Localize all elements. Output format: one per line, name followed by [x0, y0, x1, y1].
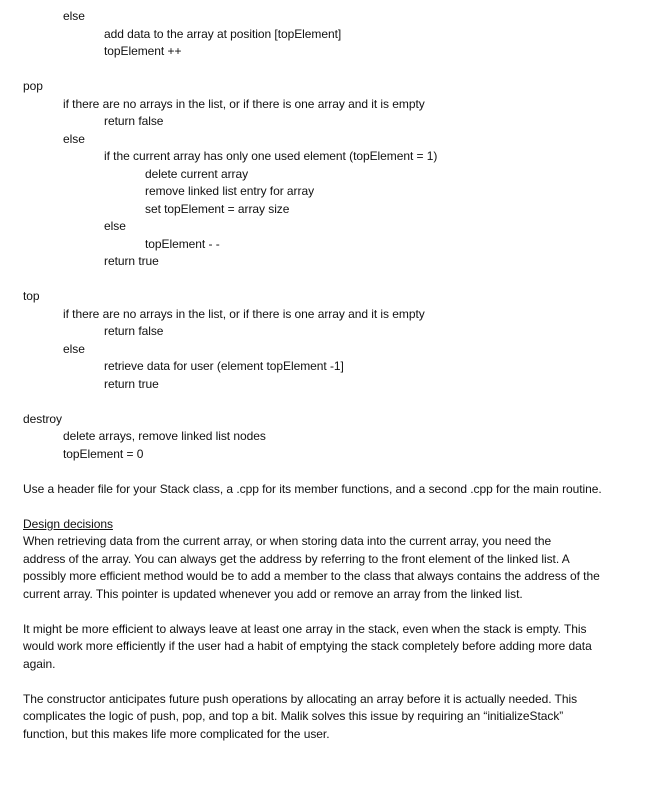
pop-heading: pop	[23, 79, 43, 93]
pop-else: else	[63, 132, 85, 146]
push-increment: topElement ++	[104, 44, 182, 58]
design-para1-line: current array. This pointer is updated whenever you add or remove an array from the linked list.	[23, 587, 523, 601]
push-else: else	[63, 9, 85, 23]
top-if-empty: if there are no arrays in the list, or if there is one array and it is empty	[63, 307, 425, 321]
design-para2-line: would work more efficiently if the user had a habit of emptying the stack completely before adding more data	[23, 639, 592, 653]
destroy-heading: destroy	[23, 412, 63, 426]
design-para3-line: complicates the logic of push, pop, and top a bit. Malik solves this issue by requiring an “initializeStack”	[23, 709, 564, 723]
pop-inner-else: else	[104, 219, 126, 233]
pop-set-top: set topElement = array size	[145, 202, 290, 216]
top-return-true: return true	[104, 377, 159, 391]
pop-remove-entry: remove linked list entry for array	[145, 184, 315, 198]
pop-return-false: return false	[104, 114, 164, 128]
design-heading: Design decisions	[23, 517, 113, 531]
top-heading: top	[23, 289, 40, 303]
design-para3-line: function, but this makes life more complicated for the user.	[23, 727, 330, 741]
destroy-delete: delete arrays, remove linked list nodes	[63, 429, 266, 443]
files-note: Use a header file for your Stack class, a .cpp for its member functions, and a second .cpp for the main routine.	[23, 482, 602, 496]
pop-if-single: if the current array has only one used element (topElement = 1)	[104, 149, 438, 163]
design-para1-line: When retrieving data from the current array, or when storing data into the current array, you need the	[23, 534, 552, 548]
pop-return-true: return true	[104, 254, 159, 268]
top-retrieve: retrieve data for user (element topElement -1]	[104, 359, 344, 373]
design-para1-line: possibly more efficient method would be to add a member to the class that always contains the address of the	[23, 569, 600, 583]
design-para1-line: address of the array. You can always get the address by referring to the front element of the linked list. A	[23, 552, 570, 566]
top-return-false: return false	[104, 324, 164, 338]
design-para3-line: The constructor anticipates future push operations by allocating an array before it is actually needed. This	[23, 692, 578, 706]
pop-decrement: topElement - -	[145, 237, 220, 251]
destroy-reset: topElement = 0	[63, 447, 144, 461]
top-else: else	[63, 342, 85, 356]
pop-if-empty: if there are no arrays in the list, or if there is one array and it is empty	[63, 97, 425, 111]
design-para2-line: again.	[23, 657, 56, 671]
design-para2-line: It might be more efficient to always leave at least one array in the stack, even when the stack is empty. This	[23, 622, 587, 636]
push-add-data: add data to the array at position [topElement]	[104, 27, 342, 41]
pop-delete-array: delete current array	[145, 167, 249, 181]
